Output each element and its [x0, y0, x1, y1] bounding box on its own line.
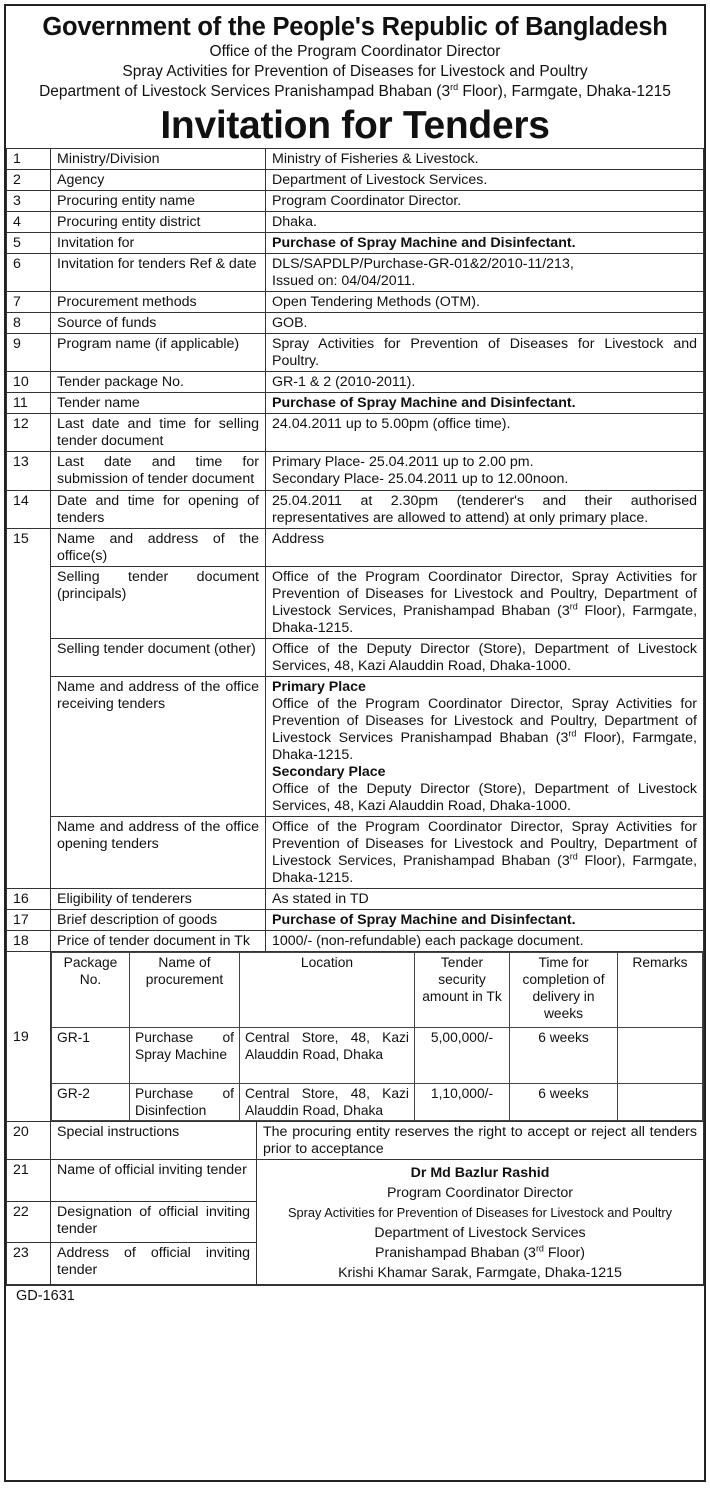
- official-table: [6, 1121, 704, 1285]
- program-name: Spray Activities for Prevention of Diseases for Livestock and Poultry: [122, 63, 588, 80]
- header-package: Package No.: [52, 953, 130, 1028]
- government-title: Government of the People's Republic of Bangladesh: [42, 13, 668, 41]
- header-completion: Time for completion of delivery in weeks: [510, 953, 618, 1028]
- header-security: Tender security amount in Tk: [415, 953, 510, 1028]
- table-row: 3 Procuring entity name Program Coordinator Director.: [7, 191, 704, 212]
- table-row: 23 Address of official inviting tender: [7, 1243, 704, 1285]
- signatory-block: [257, 1160, 704, 1285]
- table-row: Name and address of the office opening tenders Office of the Program Coordinator Director, Spray Activities for Prevention of Diseases for Livestock and Poultry, Department of Livestock Services, Pranishampad Bhaban (3rd Floor), Farmgate, Dhaka-1215.: [7, 817, 704, 889]
- tender-table: [6, 148, 704, 1122]
- table-row: 18 Price of tender document in Tk 1000/- (non-refundable) each package document.: [7, 931, 704, 952]
- table-row: 2 Agency Department of Livestock Services.: [7, 170, 704, 191]
- tender-notice: [4, 4, 706, 1482]
- package-table: [51, 952, 703, 1121]
- table-row: 6 Invitation for tenders Ref & date DLS/SAPDLP/Purchase-GR-01&2/2010-11/213, Issued on: 04/04/2011.: [7, 254, 704, 292]
- table-row: 22 Designation of official inviting tender: [7, 1201, 704, 1243]
- table-row: Selling tender document (principals) Office of the Program Coordinator Director, Spray Activities for Prevention of Diseases for Livestock and Poultry, Department of Livestock Services, Pranishampad Bhaban (3rd Floor), Farmgate, Dhaka-1215.: [7, 567, 704, 639]
- signatory-name: Dr Md Bazlur Rashid: [410, 1165, 550, 1181]
- signatory-address: Krishi Khamar Sarak, Farmgate, Dhaka-1215: [338, 1265, 622, 1281]
- header-remarks: Remarks: [618, 953, 703, 1028]
- table-row: 21 Name of official inviting tender Dr Md Bazlur Rashid Program Coordinator Director Spray Activities for Prevention of Diseases for Livestock and Poultry Department of Livestock Services Pranishampad Bhaban (3rd Floor) Krishi Khamar Sarak, Farmgate, Dhaka-1215: [7, 1160, 704, 1202]
- package-row: GR-2 Purchase of Disinfection Central Store, 48, Kazi Alauddin Road, Dhaka 1,10,000/- 6 weeks: [52, 1084, 703, 1121]
- signatory-designation: Program Coordinator Director: [386, 1185, 574, 1201]
- table-row: 17 Brief description of goods Purchase of Spray Machine and Disinfectant.: [7, 910, 704, 931]
- header-location: Location: [240, 953, 415, 1028]
- table-row: 1 Ministry/Division Ministry of Fisheries & Livestock.: [7, 149, 704, 170]
- table-row: 10 Tender package No. GR-1 & 2 (2010-2011).: [7, 372, 704, 393]
- table-row: 8 Source of funds GOB.: [7, 313, 704, 334]
- table-row: 20 Special instructions The procuring entity reserves the right to accept or reject all tenders prior to acceptance: [7, 1122, 704, 1160]
- footer-code: GD-1631: [6, 1285, 704, 1306]
- table-row: 12 Last date and time for selling tender document 24.04.2011 up to 5.00pm (office time).: [7, 414, 704, 452]
- table-row: 19 Package No. Name of procurement Location Tender security amount in Tk Time for completion of delivery in weeks Remarks GR-1 Purchase of Spray Machine Central Store, 48, Kazi Alauddin Road, Dhaka 5,00,000/- 6 weeks GR-2 Purchase of Disinfection Central Store, 48, Kazi Alauddin Road, Dhaka 1,10,000/- 6 weeks: [7, 952, 704, 1122]
- signatory-bhaban: Pranishampad Bhaban (3rd Floor): [375, 1243, 585, 1261]
- department-address: Department of Livestock Services Pranishampad Bhaban (3rd Floor), Farmgate, Dhaka-1215: [39, 81, 671, 100]
- table-row: Name and address of the office receiving tenders Primary Place Office of the Program Coordinator Director, Spray Activities for Prevention of Diseases for Livestock and Poultry, Department of Livestock Services Pranishampad Bhaban (3rd Floor), Farmgate, Dhaka-1215. Secondary Place Office of the Deputy Director (Store), Department of Livestock Services, 48, Kazi Alauddin Road, Dhaka-1000.: [7, 677, 704, 817]
- table-row: Selling tender document (other) Office of the Deputy Director (Store), Department of Livestock Services, 48, Kazi Alauddin Road, Dhaka-1000.: [7, 639, 704, 677]
- notice-header: [6, 12, 704, 148]
- table-row: 5 Invitation for Purchase of Spray Machine and Disinfectant.: [7, 233, 704, 254]
- table-row: 13 Last date and time for submission of tender document Primary Place- 25.04.2011 up to 2.00 pm. Secondary Place- 25.04.2011 up to 12.00noon.: [7, 452, 704, 491]
- table-row: 16 Eligibility of tenderers As stated in TD: [7, 889, 704, 910]
- page-title: Invitation for Tenders: [160, 104, 550, 147]
- package-row: GR-1 Purchase of Spray Machine Central Store, 48, Kazi Alauddin Road, Dhaka 5,00,000/- 6 weeks: [52, 1028, 703, 1084]
- signatory-department: Department of Livestock Services: [374, 1225, 586, 1241]
- table-row: 11 Tender name Purchase of Spray Machine and Disinfectant.: [7, 393, 704, 414]
- table-row: 7 Procurement methods Open Tendering Methods (OTM).: [7, 292, 704, 313]
- header-procurement: Name of procurement: [130, 953, 240, 1028]
- table-row: 14 Date and time for opening of tenders 25.04.2011 at 2.30pm (tenderer's and their authorised representatives are allowed to attend) at only primary place.: [7, 491, 704, 529]
- table-row: 15 Name and address of the office(s) Address: [7, 529, 704, 567]
- table-row: 9 Program name (if applicable) Spray Activities for Prevention of Diseases for Livestock and Poultry.: [7, 334, 704, 372]
- signatory-program: Spray Activities for Prevention of Diseases for Livestock and Poultry: [287, 1205, 673, 1220]
- office-name: Office of the Program Coordinator Director: [209, 43, 501, 60]
- table-row: 4 Procuring entity district Dhaka.: [7, 212, 704, 233]
